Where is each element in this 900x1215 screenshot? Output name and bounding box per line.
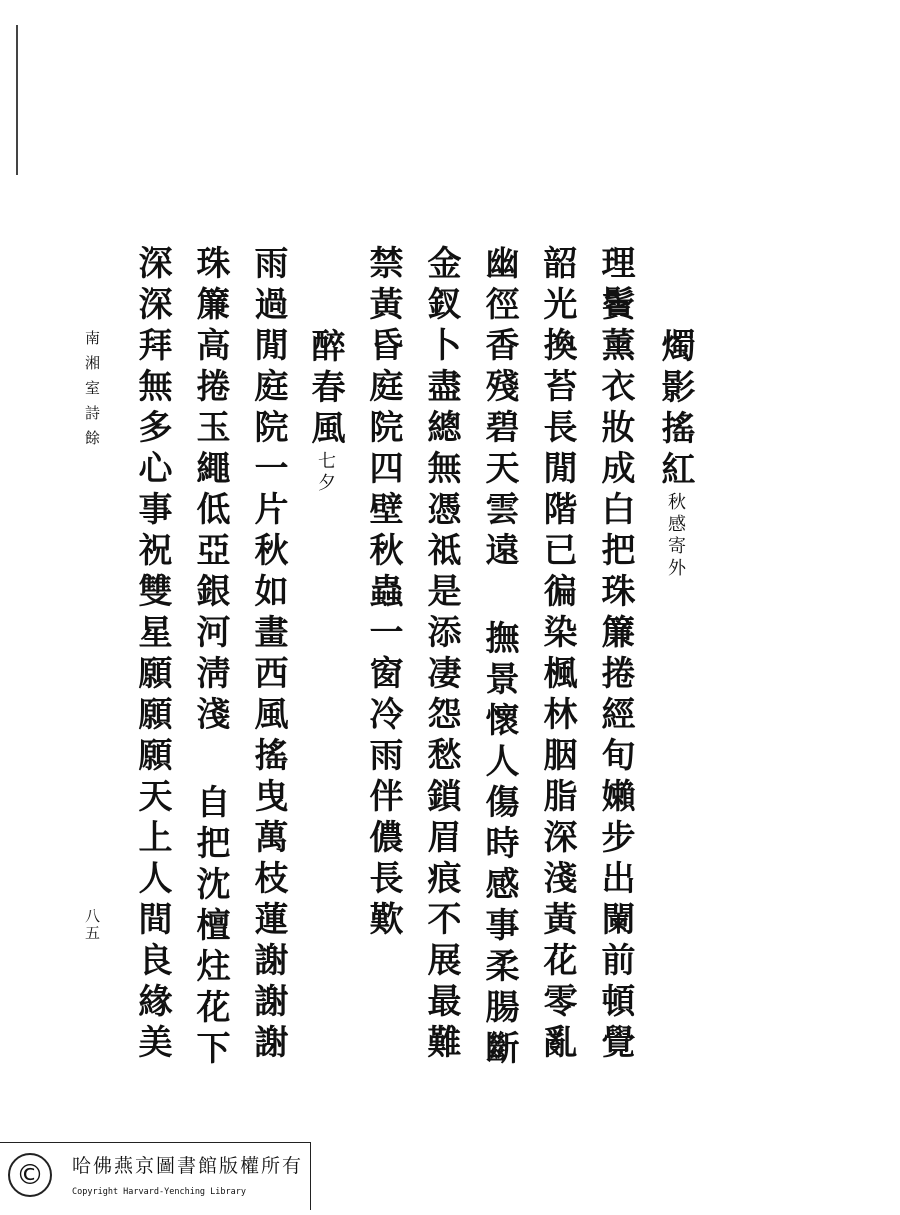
page-number: 八五 — [83, 908, 101, 942]
copyright-symbol-icon: © — [8, 1153, 52, 1197]
poem1-subtitle: 秋感寄外 — [665, 492, 686, 580]
poem2-line-1: 雨過閒庭院一片秋如畫西風搖曳萬枝蓮謝謝謝 — [248, 245, 288, 1065]
poem1-line-1: 理鬢薰衣妝成白把珠簾捲經旬嬾步出闌前頓覺 — [595, 245, 635, 1065]
poem1-title-text: 燭影搖紅 — [655, 328, 695, 492]
poem2-line-3: 深深拜無多心事祝雙星願願願天上人間良緣美 — [132, 245, 172, 1065]
poem2-title — [305, 328, 345, 495]
poem2-title-text: 醉春風 — [305, 328, 345, 451]
poem2-line-2: 珠簾高捲玉繩低亞銀河淸淺 自把沈檀炷花下 — [190, 245, 230, 1071]
running-title: 南湘室詩餘 — [83, 330, 101, 455]
poem1-line-4: 金釵卜盡總無憑祗是添凄怨愁鎖眉痕不展最難 — [421, 245, 461, 1065]
poem1-line-2: 韶光換苔長閒階已徧染楓林胭脂深淺黃花零亂 — [537, 245, 577, 1065]
poem1-title — [655, 328, 695, 580]
copyright-english: Copyright Harvard-Yenching Library — [72, 1187, 246, 1197]
page-edge-rule — [16, 25, 18, 175]
poem2-subtitle: 七夕 — [315, 451, 336, 495]
poem1-line-5: 禁黃昏庭院四壁秋蟲一窗冷雨伴儂長歎 — [363, 245, 403, 942]
poem1-line-3: 幽徑香殘碧天雲遠 撫景懷人傷時感事柔腸斷 — [479, 245, 519, 1071]
copyright-stamp — [0, 1142, 311, 1210]
copyright-chinese: 哈佛燕京圖書館版權所有 — [72, 1155, 304, 1177]
